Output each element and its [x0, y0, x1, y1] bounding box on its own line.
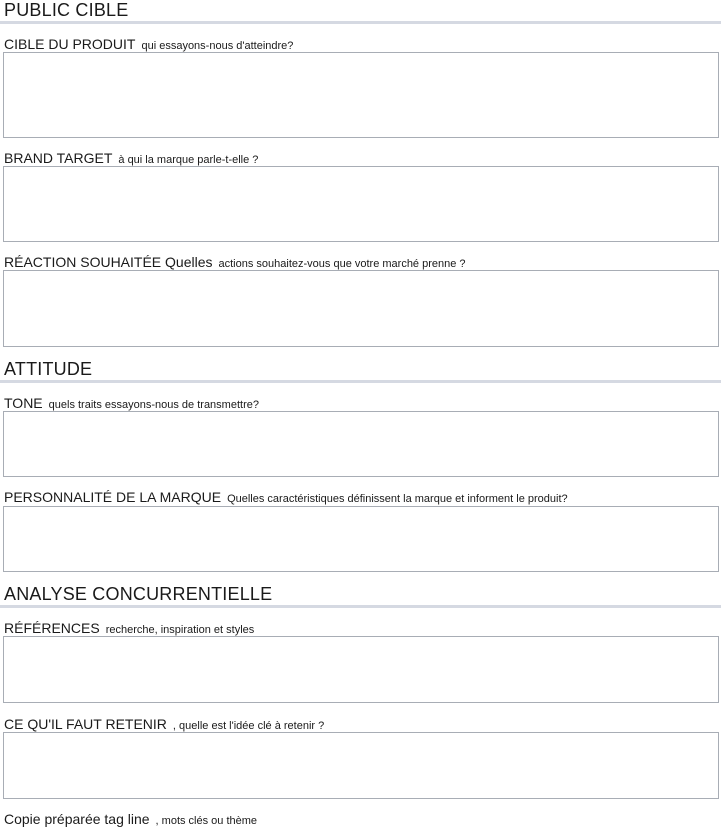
- field-label-personnalite: [4, 489, 568, 507]
- hint-text: Quelles caractéristiques définissent la marque et informent le produit?: [227, 493, 568, 505]
- label-text: TONE: [4, 395, 43, 411]
- hint-text: qui essayons-nous d'atteindre?: [141, 40, 294, 52]
- hint-text: recherche, inspiration et styles: [105, 624, 255, 636]
- hint-text: , quelle est l'idée clé à retenir ?: [172, 720, 325, 732]
- label-text: CE QU'IL FAUT RETENIR: [4, 716, 167, 732]
- hint-text: , mots clés ou thème: [155, 815, 258, 827]
- section-title-public-cible: PUBLIC CIBLE: [4, 0, 129, 20]
- label-text: Copie préparée tag line: [4, 811, 150, 827]
- brand-target-textarea[interactable]: [4, 167, 718, 241]
- hint-text: quels traits essayons-nous de transmettre?: [48, 399, 259, 411]
- section-divider: [0, 380, 721, 383]
- cible-produit-textarea[interactable]: [4, 53, 718, 137]
- label-text: RÉACTION SOUHAITÉE Quelles: [4, 254, 213, 270]
- retenir-textarea[interactable]: [4, 733, 718, 798]
- references-field-box: [3, 636, 719, 703]
- field-label-tagline: [4, 811, 257, 829]
- reaction-field-box: [3, 270, 719, 347]
- label-text: CIBLE DU PRODUIT: [4, 36, 136, 52]
- label-text: PERSONNALITÉ DE LA MARQUE: [4, 489, 222, 505]
- section-title-attitude: ATTITUDE: [4, 359, 93, 379]
- tone-field-box: [3, 411, 719, 477]
- tone-textarea[interactable]: [4, 412, 718, 476]
- personnalite-field-box: [3, 506, 719, 572]
- hint-text: à qui la marque parle-t-elle ?: [118, 154, 259, 166]
- retenir-field-box: [3, 732, 719, 799]
- hint-text: actions souhaitez-vous que votre marché prenne ?: [218, 258, 466, 270]
- label-text: BRAND TARGET: [4, 150, 113, 166]
- brand-target-field-box: [3, 166, 719, 242]
- reaction-textarea[interactable]: [4, 271, 718, 346]
- cible-produit-field-box: [3, 52, 719, 138]
- section-divider: [0, 605, 721, 608]
- personnalite-textarea[interactable]: [4, 507, 718, 571]
- section-divider: [0, 21, 721, 24]
- section-title-analyse: ANALYSE CONCURRENTIELLE: [4, 584, 273, 604]
- references-textarea[interactable]: [4, 637, 718, 702]
- label-text: RÉFÉRENCES: [4, 620, 100, 636]
